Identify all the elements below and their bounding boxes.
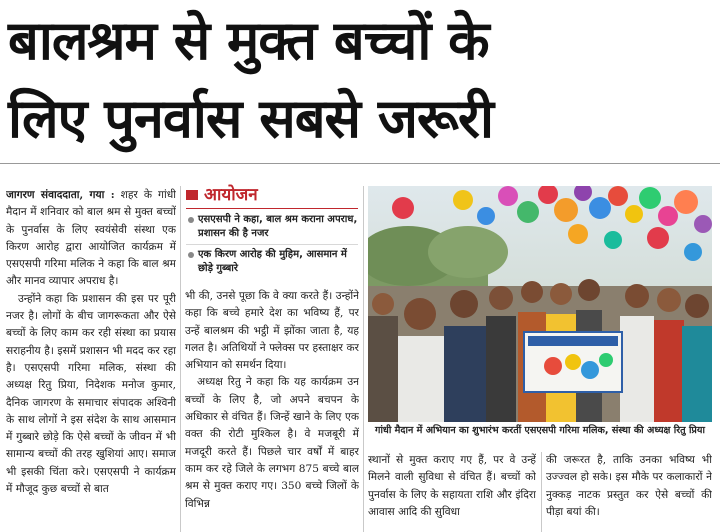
paragraph-text: शहर के गांधी मैदान में शनिवार को बाल श्रम से मुक्त बच्चों के पुनर्वास के लिए स्वयंसेवी संस्था एक किरण आरोह द्वारा आयोजित कार्यक्रम में एसएसपी गरिमा मलिक ने कहा कि बाल श्रम और मानव व्यापार अपराध है। <box>6 189 176 288</box>
highlights-box <box>186 184 358 282</box>
article-column-3 <box>368 452 536 532</box>
column-divider <box>180 186 181 532</box>
bullet-separator <box>186 244 358 245</box>
photo-caption: गांधी मैदान में अभियान का शुभारंभ करतीं एसएसपी गरिमा मलिक, संस्था की अध्यक्ष रितु प्रिया <box>375 425 705 436</box>
article-paragraph-5: स्थानों से मुक्त कराए गए हैं, पर वे उन्हें मिलने वाली सुविधा से वंचित हैं। बच्चों को पुनर्वास के लिए के सहायता राशि और इंदिरा आवास आदि की सुविधा <box>368 454 536 518</box>
article-paragraph-2: उन्होंने कहा कि प्रशासन की इस पर पूरी नजर है। लोगों के बीच जागरूकता और ऐसे बच्चों के लिए काम कर रही संस्था का प्रयास सराहनीय है। इसमें प्रशासन भी मदद कर रहा है। एसएसपी गरिमा मलिक, संस्था की अध्यक्ष रितु प्रिया, निदेशक मनोज कुमार, दैनिक जागरण के समाचार संपादक अश्विनी के साथ लोगों ने इस संदेश के साथ आसमान में गुब्बारे छोड़े कि ऐसे बच्चों के जीवन में भी सामान्य बच्चों की तरह खुशियां आए। समाज भी इसकी चिंता करे। एसएसपी ने कार्यक्रम में मौजूद कुछ बच्चों से बात <box>6 292 176 496</box>
article-paragraph-6: की जरूरत है, ताकि उनका भविष्य भी उज्ज्वल हो सके। इस मौके पर कलाकारों ने नुक्कड़ नाटक प्रस्तुत कर ऐसे बच्चों की पीड़ा बयां की। <box>546 454 712 518</box>
article-paragraph-1 <box>6 187 176 291</box>
article-paragraph-4: अध्यक्ष रितु ने कहा कि यह कार्यक्रम उन बच्चों के लिए है, जो अपने बचपन के अधिकार से वंचित हैं। जिन्हें खाने के लिए एक वक्त की रोटी मुश्किल है। वे मजबूरी में मजदूरी करते हैं। पिछले चार वर्षों में बाहर काम कर रहे जिले के लगभग 875 बच्चे बाल श्रम से मुक्त कराए गए। 350 बच्चे जिलों के विभिन्न <box>185 376 359 510</box>
highlight-bullet-2: एक किरण आरोह की मुहिम, आसमान में छोड़े गुब्बारे <box>186 248 358 276</box>
photo-illustration <box>368 186 712 422</box>
column-divider <box>363 186 364 532</box>
highlight-bullet-1: एसएसपी ने कहा, बाल श्रम कराना अपराध, प्रशासन की है नजर <box>186 213 358 241</box>
headline-line-2: लिए पुनर्वास सबसे जरूरी <box>8 87 493 150</box>
headline-rule <box>0 163 720 164</box>
box-title-marker <box>186 190 198 200</box>
article-column-4 <box>546 452 712 532</box>
article-column-2 <box>185 288 359 532</box>
dateline: जागरण संवाददाता, गया : <box>6 189 115 201</box>
box-title-underline <box>186 208 358 209</box>
column-divider <box>541 452 542 532</box>
article-column-1 <box>6 187 176 531</box>
news-photo <box>368 186 712 422</box>
box-title: आयोजन <box>204 185 258 205</box>
headline <box>8 2 712 158</box>
article-paragraph-3: भी की, उनसे पूछा कि वे क्या करते हैं। उन्होंने कहा कि बच्चे हमारे देश का भविष्य हैं, पर उन्हें बालश्रम की भट्ठी में झोंका जाता है, यह गलत है। अतिथियों ने फ्लेक्स पर हस्ताक्षर कर अभियान को समर्थन दिया। <box>185 290 359 372</box>
headline-line-1: बालश्रम से मुक्त बच्चों के <box>8 9 489 72</box>
